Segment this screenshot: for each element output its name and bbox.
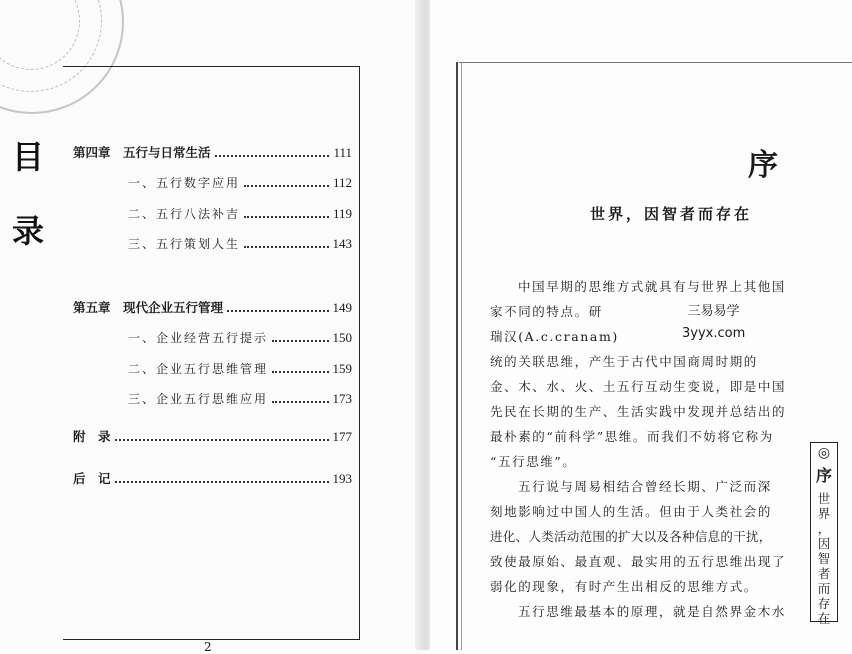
side-tab-char: 在 [817, 611, 831, 626]
body-line: 中国早期的思维方式就具有与世界上其他国 [518, 279, 786, 294]
circle-icon: ◎ [817, 445, 831, 461]
side-tab-char: 世 [817, 491, 831, 506]
toc-entry-page: 193 [332, 471, 352, 486]
toc-entry-title: 第四章 五行与日常生活 [73, 145, 211, 160]
watermark-line: 三易易学 [687, 304, 740, 319]
body-line: “五行思维”。 [490, 454, 577, 469]
page-frame-rule [459, 62, 852, 63]
body-line: 进化、人类活动范围的扩大以及各种信息的干扰， [490, 529, 772, 544]
leader-dots [244, 184, 329, 187]
side-tab-char: 者 [817, 566, 831, 581]
side-tab-char: ， [817, 521, 831, 536]
watermark [682, 301, 745, 345]
toc-entry-page: 111 [333, 145, 352, 160]
toc-entry-title: 二、五行八法补吉 [128, 207, 241, 221]
body-line: 瑞汉(A.c.cranam) [490, 329, 619, 344]
leader-dots [227, 309, 328, 312]
leader-dots [115, 480, 329, 483]
toc-entry-page: 119 [332, 206, 352, 221]
toc-entry-title: 二、企业五行思维管理 [128, 362, 269, 376]
left-page [0, 0, 420, 654]
side-tab-char: 存 [817, 596, 831, 611]
body-line: 五行思维最基本的原理，就是自然界金木水 [518, 604, 786, 619]
toc-entry-chapter-5[interactable] [73, 298, 352, 316]
body-line: 五行说与周易相结合曾经长期、广泛而深 [518, 479, 772, 494]
toc-entry-section[interactable] [128, 205, 352, 222]
leader-dots [244, 215, 329, 218]
toc-entry-section[interactable] [128, 390, 352, 407]
toc-entry-section[interactable] [128, 360, 352, 377]
leader-dots [272, 339, 328, 342]
body-line: 家不同的特点。研 [490, 304, 603, 319]
toc-entry-page: 143 [332, 236, 352, 251]
preface-subtitle: 世界，因智者而存在 [590, 205, 753, 223]
contents-title-char-1: 目 [12, 138, 45, 176]
toc-entry-section[interactable] [128, 174, 352, 191]
body-line: 致使最原始、最直观、最实用的五行思维出现了 [490, 554, 787, 569]
toc-entry-title: 一、企业经营五行提示 [128, 331, 269, 345]
body-line: 刻地影响过中国人的生活。但由于人类社会的 [490, 504, 773, 519]
page-frame-rule [456, 62, 462, 650]
body-line: 弱化的现象，有时产生出相反的思维方式。 [490, 579, 758, 594]
body-line: 统的关联思维，产生于古代中国商周时期的 [490, 354, 758, 369]
toc-entry-afterword[interactable] [73, 469, 352, 487]
toc-entry-page: 177 [332, 429, 352, 444]
toc-entry-section[interactable] [128, 235, 352, 252]
toc-entry-page: 112 [332, 175, 352, 190]
toc-entry-title: 一、五行数字应用 [128, 176, 241, 190]
contents-title-char-2: 录 [12, 212, 45, 250]
toc-entry-title: 第五章 现代企业五行管理 [73, 300, 224, 315]
toc-entry-page: 159 [332, 361, 352, 376]
toc-entry-title: 三、企业五行思维应用 [128, 392, 269, 406]
body-line: 先民在长期的生产、生活实践中发现并总结出的 [490, 404, 787, 419]
leader-dots [215, 154, 330, 157]
toc-entry-title: 附 录 [73, 429, 111, 444]
side-tab-char: 界 [817, 506, 831, 521]
watermark-line: 3yyx.com [682, 326, 746, 341]
toc-entry-title: 三、五行策划人生 [128, 237, 241, 251]
toc-entry-title: 后 记 [73, 471, 111, 486]
toc-entry-section[interactable] [128, 329, 352, 346]
toc-entry-page: 173 [332, 391, 352, 406]
leader-dots [272, 370, 328, 373]
leader-dots [115, 438, 329, 441]
toc-entry-appendix[interactable] [73, 427, 352, 445]
side-tab-char: 而 [817, 581, 831, 596]
right-page [430, 0, 852, 650]
toc-entry-page: 150 [332, 330, 352, 345]
body-line: 金、木、水、火、土五行互动生变说，即是中国 [490, 379, 787, 394]
side-chapter-tab [810, 442, 838, 626]
toc-entry-page: 149 [332, 300, 352, 315]
preface-title: 序 [748, 148, 778, 183]
leader-dots [244, 245, 328, 248]
leader-dots [272, 400, 328, 403]
side-tab-char: 智 [817, 551, 831, 566]
side-tab-title: 序 [815, 466, 832, 485]
side-tab-char: 因 [817, 536, 831, 551]
side-tab-text [811, 491, 837, 626]
toc-entry-chapter-4[interactable] [73, 143, 352, 161]
page-number: 2 [204, 640, 212, 654]
body-line: 最朴素的“前科学”思维。而我们不妨将它称为 [490, 429, 774, 444]
